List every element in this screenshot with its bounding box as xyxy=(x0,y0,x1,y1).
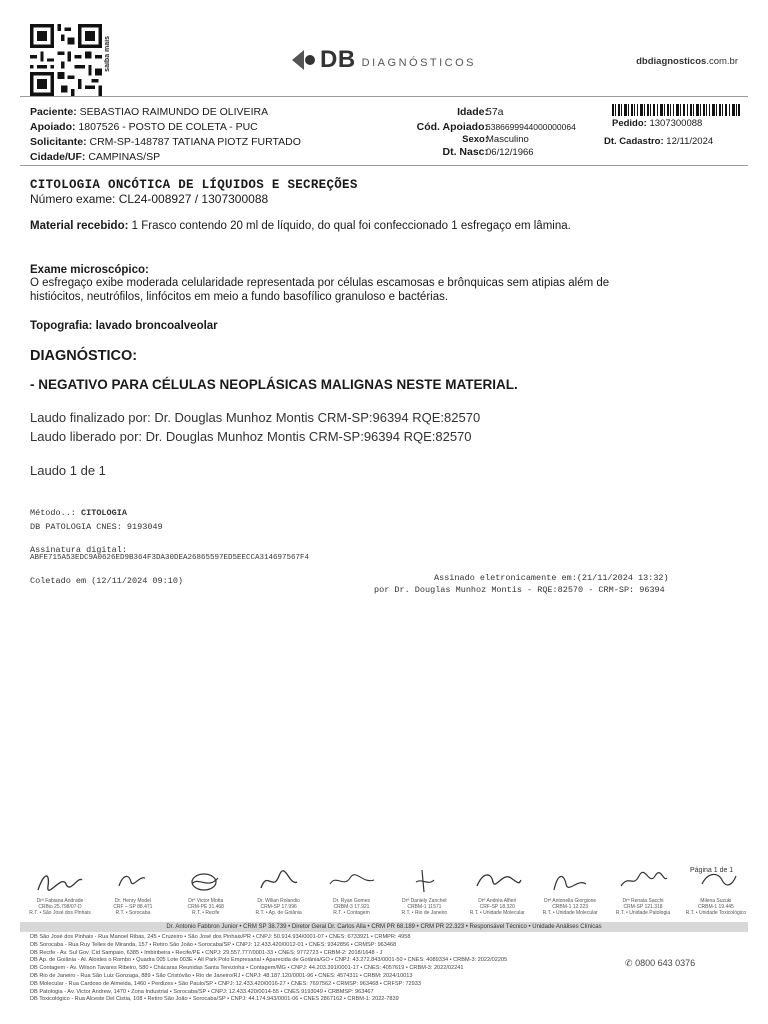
assinatura-label: Assinatura digital: xyxy=(30,545,127,555)
patient-name: SEBASTIAO RAIMUNDO DE OLIVEIRA xyxy=(79,106,269,118)
phone-contact[interactable] xyxy=(625,958,695,969)
apoiado-value: 1807526 - POSTO DE COLETA - PUC xyxy=(78,121,258,133)
logo-db: DB xyxy=(320,46,356,73)
micro-line-2: histiócitos, neutrófilos, linfócitos em meio a fundo basofílico granuloso e bactérias. xyxy=(30,291,449,303)
unit-line: DB Toxicológico - Rua Alceste Del Cistia, 108 • Retiro São João • Sorocaba/SP • CNPJ: 44.174.943/0001-06 • CNES 2867162 • CRBM-1: 2022-7839 xyxy=(30,996,399,1003)
diagnosis-result: - NEGATIVO PARA CÉLULAS NEOPLÁSICAS MALIGNAS NESTE MATERIAL. xyxy=(30,377,518,392)
logo-wordmark: DIAGNÓSTICOS xyxy=(361,57,477,69)
diagnosis-heading: DIAGNÓSTICO: xyxy=(30,348,138,364)
signature-block: Dr. Henry Model CRF – SP 88.471 R.T. • Sorocaba xyxy=(101,866,165,916)
unit-line: DB Molecular - Rua Cardoso de Almeida, 1460 • Perdizes • São Paulo/SP • CNPJ: 12.433.420/0016-27 • CNES: 7697562 • CRMSP: 963468 • CRFSP: 72933 xyxy=(30,980,421,987)
laudo-count: Laudo 1 de 1 xyxy=(30,463,106,478)
signature-block: Drª Fabiana Andrade CRBio 25.798/07-D R.T. • São José dos Pinhais xyxy=(28,866,92,916)
page-indicator: Página 1 de 1 xyxy=(690,867,734,874)
signature-block: Dr. Ryan Gomes CRBM-3 17.921 R.T. • Contagem xyxy=(320,866,384,916)
signature-scribble xyxy=(324,866,380,896)
topografia: Topografia: lavado broncoalveolar xyxy=(30,320,218,332)
signature-row xyxy=(28,866,748,916)
assinado-row-1: Assinado eletronicamente em:(21/11/2024 13:32) xyxy=(434,573,669,583)
cadastro-value: 12/11/2024 xyxy=(666,136,714,147)
material-recebido: Material recebido: 1 Frasco contendo 20 ml de líquido, do qual foi confeccionado 1 esfregaço em lâmina. xyxy=(30,220,571,232)
unit-line: DB Sorocaba - Rua Ruy Telles de Miranda, 157 • Retiro São João • Sorocaba/SP • CNPJ: 12.433.420/0012-01 • CNES: 9342856 • CRMSP: 963468 xyxy=(30,941,397,948)
unit-line: DB Contagem - Av. Wilson Tavares Ribeiro, 580 • Chácaras Reunidas Santa Terezinha • Contagem/MG • CNPJ: 44.203.391/0001-17 • CNES: 4057619 • CRBM-3: 2022/02241 xyxy=(30,965,464,972)
signature-block: Drª Renata Sacchi CRM-SP 121.318 R.T. • Unidade Patologia xyxy=(611,866,675,916)
signature-scribble xyxy=(615,866,671,896)
qr-code xyxy=(30,24,102,96)
header-top-rule xyxy=(20,96,748,97)
exam-number: Número exame: CL24-008927 / 1307300088 xyxy=(30,192,269,206)
idade-value: 57a xyxy=(486,106,504,118)
unit-line: DB Ap. de Goiânia - Al. Aloides o Rombo • Quadra 005 Lote 003E • All Park Polo Empresarial • Aparecida de Goiânia/GO • CNPJ: 43.272.843/0001-50 • CNES: 4089334 • CRBM-3: 2022/02205 xyxy=(30,957,508,964)
unit-line: DB Patologia - Av. Victor Andrew, 1470 • Zona Industrial • Sorocaba/SP • CNPJ: 12.433.420/0014-55 • CNES 9193049 • CRBMSP: 963467 xyxy=(30,988,374,995)
header-bottom-rule xyxy=(20,165,748,166)
signature-scribble xyxy=(178,866,234,896)
barcode xyxy=(612,104,740,116)
laudo-finalizado: Laudo finalizado por: Dr. Douglas Munhoz Montis CRM-SP:96394 RQE:82570 xyxy=(30,410,481,425)
qr-caption: saiba mais xyxy=(104,36,111,72)
directors-band: Dr. Antonio Fabbron Junior • CRM SP 38.739 • Diretor Geral Dr. Carlos Alla • CRM PR 68.189 • CRM PR 22.323 • Responsável Técnico • Unidade Análises Clínicas xyxy=(20,922,748,932)
assinado-row-2: por Dr. Douglas Munhoz Montis - RQE:82570 - CRM-SP: 96394 xyxy=(374,585,665,595)
signature-block: Dr. Wilian Rolandio CRM-SP 17.996 R.T. • Ap. de Goiânia xyxy=(247,866,311,916)
signature-block: Drª Victor Motta CRM-PE 31.468 R.T. • Recife xyxy=(174,866,238,916)
unit-line: DB São José dos Pinhais - Rua Manoel Ribas, 245 • Cruzeiro • São José dos Pinhais/PR • CNPJ: 50.914.934/0001-07 • CNES: 6733921 • CRMPR: 4958 xyxy=(30,934,411,940)
pedido-row: Pedido: 1307300088 xyxy=(612,118,703,129)
unit-line: DB Recife - Av. Sul Gov. Cid Sampaio, 6385 • Imbiribeira • Recife/PE • CNPJ: 29.557.777/0001-33 • CNES: 9772723 • CRBM-2: 2018/1648 - J xyxy=(30,949,383,956)
db-logo-mark-icon xyxy=(288,47,318,73)
signature-scribble xyxy=(469,866,525,896)
units-list xyxy=(30,934,670,1004)
metodo-row: Método..: CITOLOGIA xyxy=(30,508,127,518)
website-link[interactable]: dbdiagnosticos.com.br xyxy=(636,56,738,67)
micro-line-1: O esfregaço exibe moderada celularidade representada por células escamosas e brônquicas sem atipias além de xyxy=(30,277,610,289)
sexo-value: Masculino xyxy=(486,134,529,145)
signature-scribble xyxy=(688,866,744,896)
solicitante-value: CRM-SP-148787 TATIANA PIOTZ FURTADO xyxy=(89,136,301,148)
cidade-value: CAMPINAS/SP xyxy=(88,151,161,163)
signature-scribble xyxy=(396,866,452,896)
exam-title: CITOLOGIA ONCÓTICA DE LÍQUIDOS E SECREÇÕES xyxy=(30,178,358,192)
signature-block: Milena Suzuki CRBM-1 19.445 R.T. • Unidade Toxicológico xyxy=(684,866,748,916)
signature-scribble xyxy=(542,866,598,896)
phone-number: 0800 643 0376 xyxy=(635,958,696,968)
db-logo xyxy=(288,46,476,74)
signature-block: Drª Andréa Alfieri CRF-SP 18.320 R.T. • Unidade Molecular xyxy=(465,866,529,916)
nasc-value: 06/12/1966 xyxy=(486,147,534,158)
whatsapp-icon: ✆ xyxy=(625,958,633,968)
coletado-row: Coletado em (12/11/2024 09:10) xyxy=(30,576,184,586)
patient-info: Paciente: SEBASTIAO RAIMUNDO DE OLIVEIRA Apoiado: 1807526 - POSTO DE COLETA - PUC Solicitante: CRM-SP-148787 TATIANA PIOTZ FURTADO Cidade/UF: CAMPINAS/SP xyxy=(30,106,301,163)
cadastro-row: Dt. Cadastro: 12/11/2024 xyxy=(604,136,714,147)
patient-meta-labels: Idade: Cód. Apoiado: Sexo: Dt. Nasc: xyxy=(416,106,488,158)
pedido-value: 1307300088 xyxy=(649,118,703,129)
signature-block: Drª Antonella Giorgione CRBM-1 12.223 R.T. • Unidade Molecular xyxy=(538,866,602,916)
unit-line: DB Rio de Janeiro - Rua São Luiz Gonzaga, 889 • São Cristóvão • Rio de Janeiro/RJ • CNPJ: 48.187.120/0001-96 • CNES: 4574311 • CRBM: 2024/10013 xyxy=(30,972,413,979)
patient-meta-values xyxy=(486,105,576,160)
cnes-row: DB PATOLOGIA CNES: 9193049 xyxy=(30,522,163,532)
laudo-liberado: Laudo liberado por: Dr. Douglas Munhoz Montis CRM-SP:96394 RQE:82570 xyxy=(30,429,472,444)
signature-block: Drª Daniely Zanchet CRBM-1 11571 R.T. • Rio de Janeiro xyxy=(392,866,456,916)
signature-scribble xyxy=(251,866,307,896)
cod-apoiado-value: 6386699944000000064 xyxy=(486,122,576,132)
signature-scribble xyxy=(105,866,161,896)
assinatura-hash: ABFE715A53EDC9A0626ED9B364F3DA30DEA26865597ED5EECCA314697567F4 xyxy=(30,554,310,562)
signature-scribble xyxy=(32,866,88,896)
micro-heading: Exame microscópico: xyxy=(30,264,149,276)
